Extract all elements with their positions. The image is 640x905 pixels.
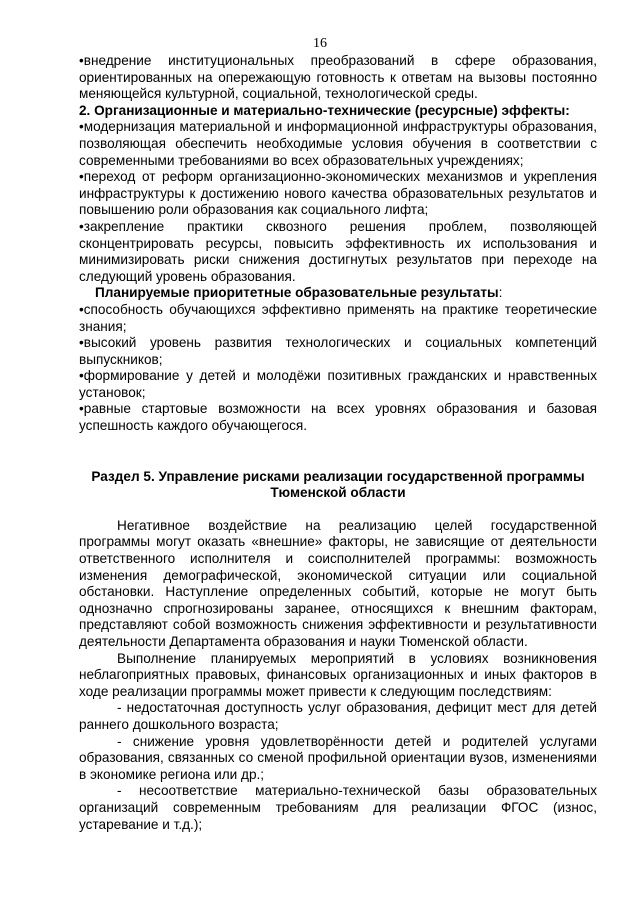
section5-paragraph-external-factors: Негативное воздействие на реализацию целей государственной программы могут оказать «внешние» факторы, не зависящие от деятельности ответственного исполнителя и соисполнителей программы: возможность изменения демографической, экономической ситуации или социальной обстановки. Наступление определенных событий, которые не могут быть однозначно спрогнозированы заранее, относящихся к внешним факторам, представляют собой возможность снижения эффективности и результативности деятельности Департамента образования и науки Тюменской области. <box>79 517 597 649</box>
planned-results-colon: : <box>498 285 503 301</box>
section5-paragraph-consequences: Выполнение планируемых мероприятий в условиях возникновения неблагоприятных правовых, финансовых организационных и иных факторов в ходе реализации программы может привести к следующим последствиям: <box>79 650 597 699</box>
planned-results-heading-text: Планируемые приоритетные образовательные результаты <box>95 285 499 301</box>
consequence-accessibility: - недостаточная доступность услуг образования, дефицит мест для детей раннего дошкольного возраста; <box>79 700 597 732</box>
heading-organizational-effects: 2. Организационные и материально-технические (ресурсные) эффекты: <box>79 102 570 118</box>
consequence-material-base: - несоответствие материально-технической базы образовательных организаций современным требованиям для реализации ФГОС (износ, устаревание и т.д.); <box>79 783 597 832</box>
result-equal-opportunities: •равные стартовые возможности на всех уровнях образования и базовая успешность каждого обучающегося. <box>79 401 597 434</box>
title-spacer <box>79 502 597 518</box>
result-civic-values: •формирование у детей и молодёжи позитивных гражданских и нравственных установок; <box>79 368 597 400</box>
section5-title-line1: Раздел 5. Управление рисками реализации государственной программы <box>91 468 585 484</box>
bullet-modernization: •модернизация материальной и информационной инфраструктуры образования, позволяющая обеспечить необходимые условия обучения в соответствии с современными требованиями во всех образовательных учреждениях; <box>79 119 597 168</box>
result-apply-knowledge: •способность обучающихся эффективно применять на практике теоретические знания; <box>79 301 597 334</box>
document-body <box>79 53 597 833</box>
consequence-satisfaction: - снижение уровня удовлетворённости детей и родителей услугами образования, связанных со сменой профильной ориентации вузов, изменениями в экономике региона или др.; <box>79 733 597 782</box>
result-competencies: •высокий уровень развития технологических и социальных компетенций выпускников; <box>79 335 597 367</box>
section5-title-line2: Тюменской области <box>270 485 406 501</box>
section-spacer <box>79 435 597 469</box>
page-number: 16 <box>313 36 327 51</box>
planned-results-heading <box>79 285 597 302</box>
bullet-end-to-end-solutions: •закрепление практики сквозного решения проблем, позволяющей сконцентрировать ресурсы, повысить эффективность их использования и минимизировать риски снижения достигнутых результатов при переходе на следующий уровень образования. <box>79 218 597 284</box>
bullet-transition-reforms: •переход от реформ организационно-экономических механизмов и укрепления инфраструктуры к достижению нового качества образовательных результатов и повышению роли образования как социального лифта; <box>79 169 597 218</box>
bullet-institutional-transformations: •внедрение институциональных преобразований в сфере образования, ориентированных на опережающую готовность к ответам на вызовы постоянно меняющейся культурной, социальной, технологической среды. <box>79 53 597 102</box>
